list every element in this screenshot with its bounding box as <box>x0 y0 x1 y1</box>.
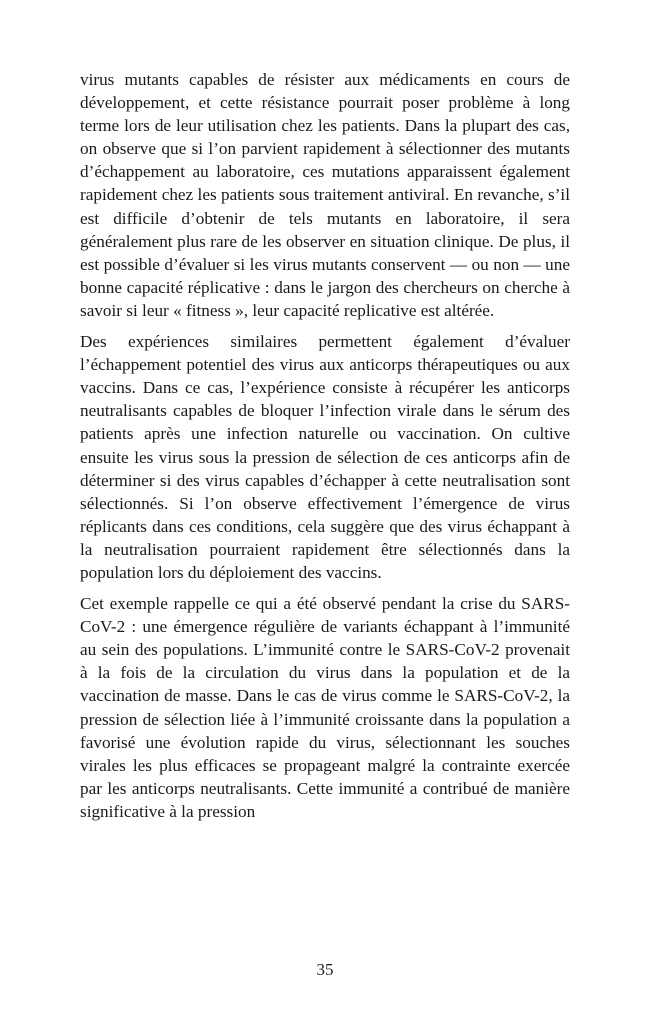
page-number: 35 <box>316 960 334 979</box>
paragraph-3: Cet exemple rappelle ce qui a été observé pendant la crise du SARS-CoV-2 : une émergence régulière de variants échappant à l’immunité au sein des populations. L’immunité contre le SARS-CoV-2 provenait à la fois de la circulation du virus dans la population et de la vaccination de masse. Dans le cas de virus comme le SARS-CoV-2, la pression de sélection liée à l’immunité croissante dans la population a favorisé une évolution rapide du virus, sélectionnant les souches virales les plus efficaces se propageant malgré la contrainte exercée par les anticorps neutralisants. Cette immunité a contribué de manière significative à la pression <box>80 594 570 821</box>
paragraph-2: Des expériences similaires permettent également d’évaluer l’échappement potentiel des virus aux anticorps thérapeutiques ou aux vaccins. Dans ce cas, l’expérience consiste à récupérer les anticorps neutralisants capables de bloquer l’infection virale dans le sérum des patients après une infection naturelle ou vaccination. On cultive ensuite les virus sous la pression de sélection de ces anticorps afin de déterminer si des virus capables d’échapper à cette neutralisation sont sélectionnés. Si l’on observe effectivement l’émergence de virus réplicants dans ces conditions, cela suggère que des virus échappant à la neutralisation pourraient rapidement être sélectionnés dans la population lors du déploiement des vaccins. <box>80 332 570 582</box>
paragraph-1: virus mutants capables de résister aux médicaments en cours de développement, et cette résistance pourrait poser problème à long terme lors de leur utilisation chez les patients. Dans la plupart des cas, on observe que si l’on parvient rapidement à sélectionner des mutants d’échappement au laboratoire, ces mutations apparaissent également rapidement chez les patients sous traitement antiviral. En revanche, s’il est difficile d’obtenir de tels mutants en laboratoire, il sera généralement plus rare de les observer en situation clinique. De plus, il est possible d’évaluer si les virus mutants conservent — ou non — une bonne capacité réplicative : dans le jargon des chercheurs on cherche à savoir si leur « fitness », leur capacité replicative est altérée. <box>80 70 570 320</box>
page-body <box>80 68 570 968</box>
